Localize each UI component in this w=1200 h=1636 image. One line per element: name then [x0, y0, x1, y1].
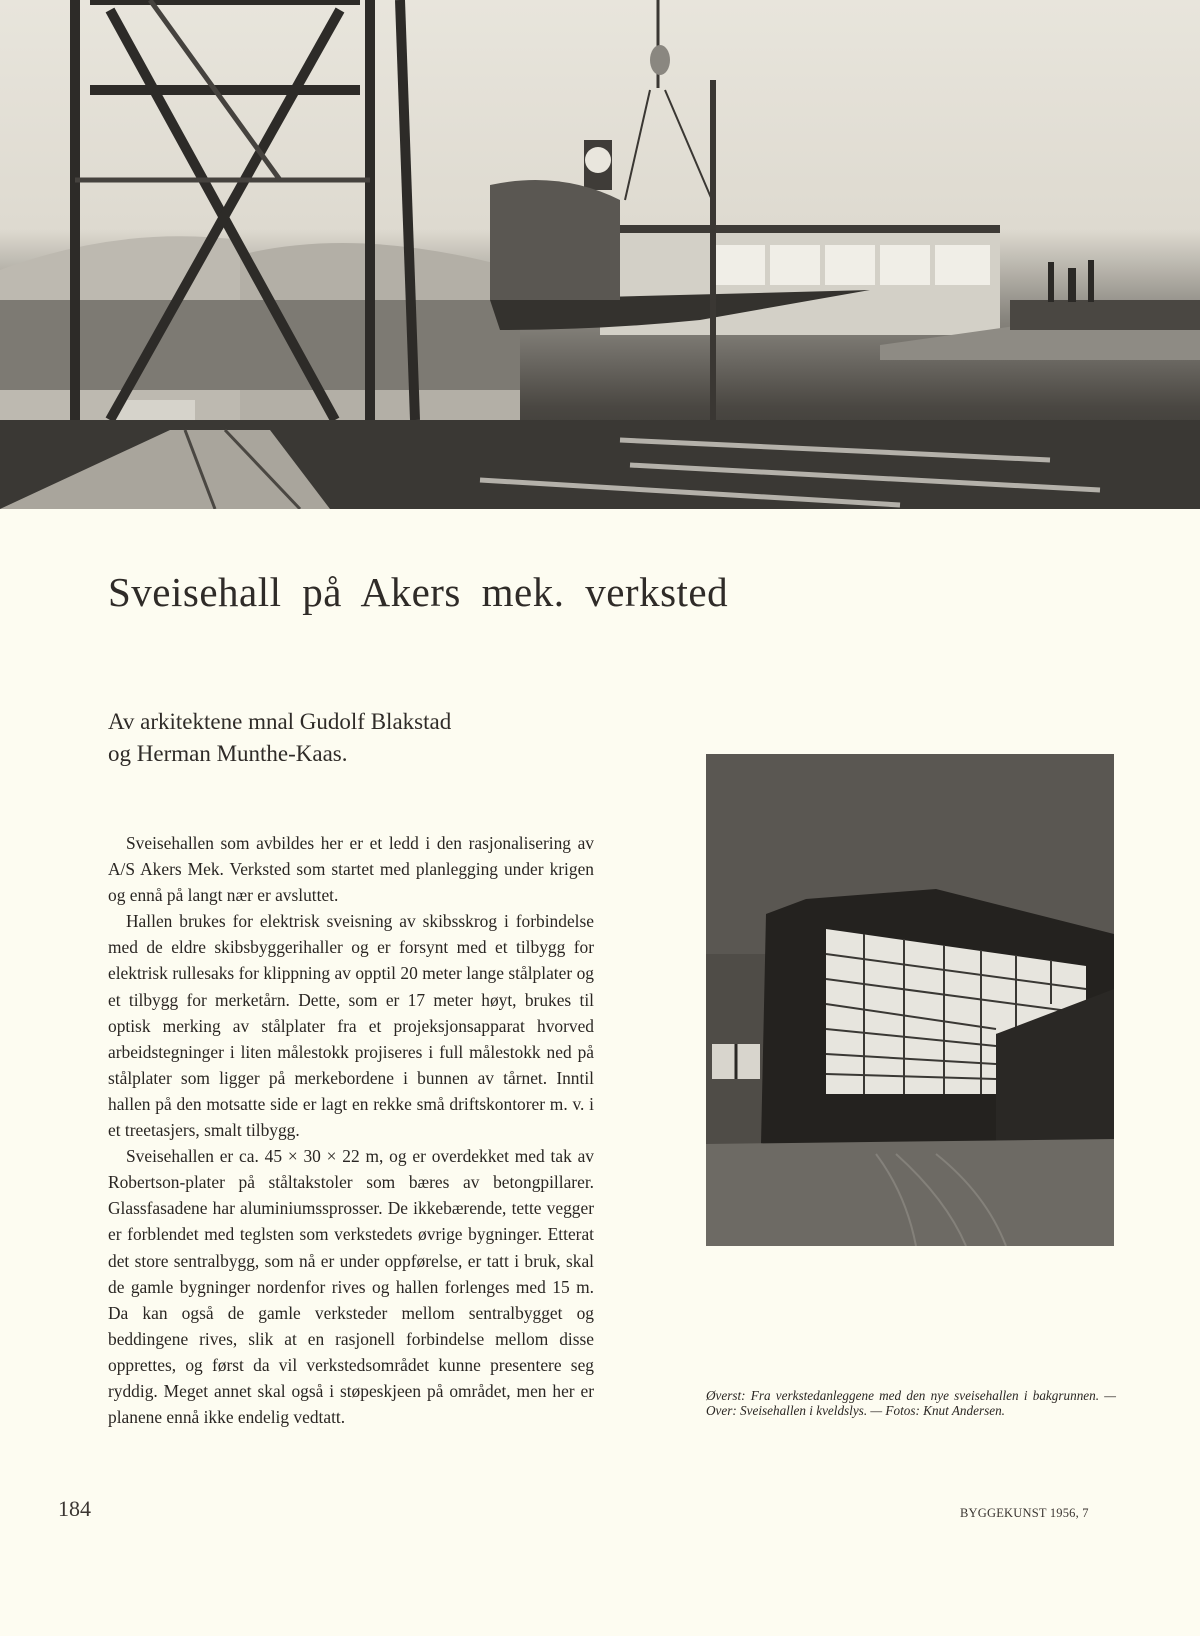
clock-face — [585, 147, 611, 173]
photo-shipyard — [0, 0, 1200, 509]
article-byline — [108, 706, 451, 770]
photo-hall-night — [706, 754, 1114, 1246]
photo-caption: Øverst: Fra verkstedanleggene med den nye sveisehallen i bakgrunnen. — Over: Sveisehallen i kveldslys. — Fotos: Knut Andersen. — [706, 1388, 1116, 1418]
paragraph: Hallen brukes for elektrisk sveisning av skibsskrog i forbindelse med de eldre skibsbyggerihaller og er forsynt med et tilbygg for elektrisk rullesaks for klippning av opptil 20 meter lange stålplater og et tilbygg for merketårn. Dette, som er 17 meter høyt, brukes til optisk merking av stålplater fra et projeksjonsapparat hvorved arbeidstegninger i liten målestokk projiseres i full målestokk ned på stålplater som ligger på merkebordene i bunnen av tårnet. Inntil hallen på den motsatte side er lagt en rekke små driftskontorer m. v. i et treetasjers, smalt tilbygg. — [108, 911, 594, 1141]
article-title: Sveisehall på Akers mek. verksted — [108, 569, 729, 615]
byline-line-2: og Herman Munthe-Kaas. — [108, 741, 348, 766]
photo-hall-night-drawing — [706, 754, 1114, 1246]
article-body — [108, 830, 594, 1430]
photo-shipyard-drawing — [0, 0, 1200, 509]
ground — [706, 1139, 1114, 1246]
page-number: 184 — [58, 1496, 91, 1521]
byline-line-1: Av arkitektene mnal Gudolf Blakstad — [108, 709, 452, 734]
paragraph: Sveisehallen er ca. 45 × 30 × 22 m, og er overdekket med tak av Robertson-plater på ståltakstoler som bæres av betongpillarer. Glassfasadene har aluminiumssprosser. De ikkebærende, tette vegger er forblendet med teglsten som verkstedets øvrige bygninger. Etterat det store sentralbygg, som nå er under oppførelse, er tatt i bruk, skal de gamle bygninger nordenfor rives og hallen forlenges med 15 m. Da kan også de gamle verksteder mellom sentralbygget og beddingene rives, slik at en rasjonell forbindelse mellom disse opprettes, og først da vil verkstedsområdet kunne presentere seg ryddig. Meget annet skal også i støpeskjeen på området, men her er planene ennå ikke endelig vedtatt. — [108, 1146, 594, 1428]
paragraph: Sveisehallen som avbildes her er et ledd i den rasjonalisering av A/S Akers Mek. Verksted som startet med planlegging under krigen og ennå på langt nær er avsluttet. — [108, 833, 594, 906]
journal-name: BYGGEKUNST 1956, 7 — [960, 1506, 1089, 1520]
